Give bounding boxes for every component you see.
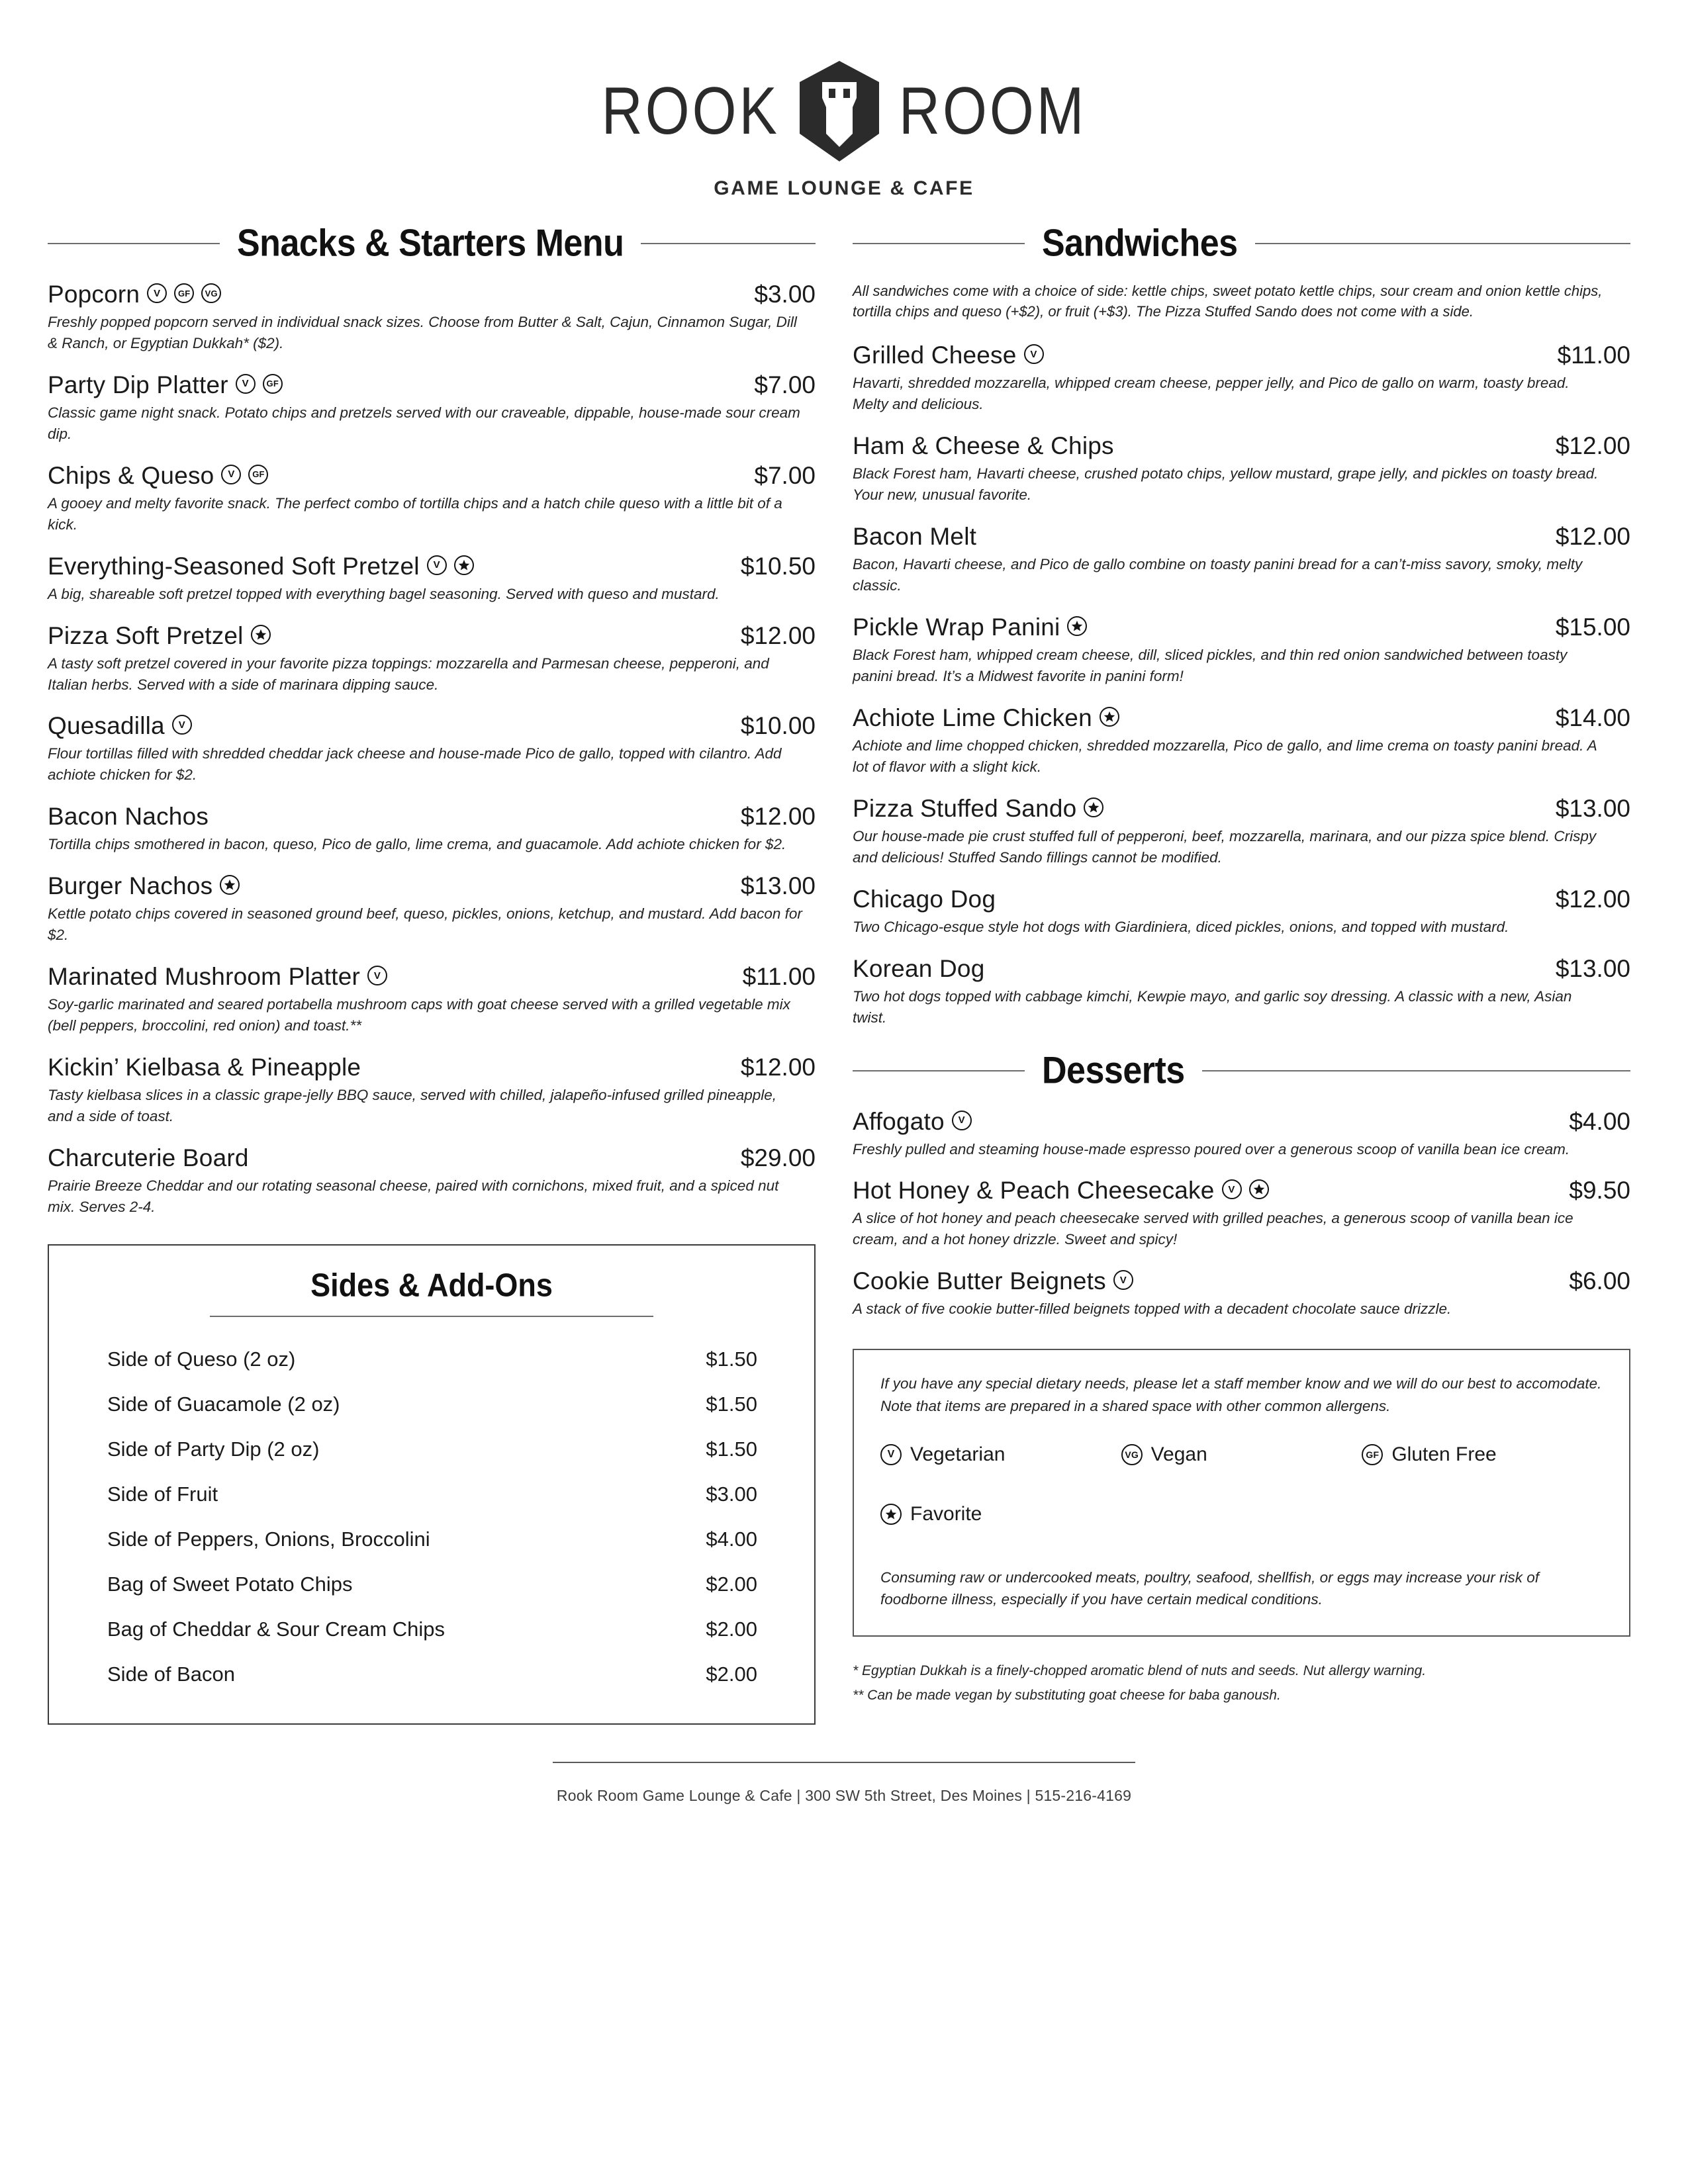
menu-item-row: [48, 281, 816, 308]
menu-item-name-text: Party Dip Platter: [48, 371, 228, 398]
side-name: Side of Party Dip (2 oz): [107, 1437, 320, 1461]
menu-item: [853, 955, 1630, 1028]
desserts-item-list: [853, 1108, 1630, 1320]
side-price: $4.00: [706, 1527, 757, 1551]
menu-item-row: [853, 523, 1630, 551]
menu-item: [853, 614, 1630, 687]
menu-item-name-text: Burger Nachos: [48, 872, 213, 900]
brand-header: [48, 60, 1640, 200]
menu-item: [853, 795, 1630, 868]
sides-addons-box: [48, 1244, 816, 1725]
snacks-section-title: Snacks & Starters Menu: [237, 222, 624, 265]
menu-item-description: Tasty kielbasa slices in a classic grape-jelly BBQ sauce, served with chilled, jalapeño-infused grilled pineapple, and a side of toast.: [48, 1087, 776, 1124]
logo-lockup: [602, 60, 1087, 163]
side-price: $2.00: [706, 1662, 757, 1686]
menu-item-name-text: Grilled Cheese: [853, 341, 1017, 369]
vegetarian-icon: V: [367, 966, 387, 985]
menu-item-description: Black Forest ham, whipped cream cheese, dill, sliced pickles, and thin red onion sandwiched between toasty panini bread. It’s a Midwest favorite in panini form!: [853, 647, 1568, 685]
menu-item-name: [48, 803, 209, 831]
menu-item: [48, 963, 816, 1036]
menu-item-name-text: Achiote Lime Chicken: [853, 704, 1092, 731]
menu-item: [48, 622, 816, 696]
menu-item-description: Havarti, shredded mozzarella, whipped cream cheese, pepper jelly, and Pico de gallo on warm, toasty bread. Melty and delicious.: [853, 375, 1570, 413]
menu-item: [48, 553, 816, 605]
menu-item: [48, 462, 816, 535]
menu-item-name: [48, 622, 271, 650]
menu-item-description: Freshly pulled and steaming house-made espresso poured over a generous scoop of vanilla bean ice cream.: [853, 1140, 1570, 1158]
menu-item-description: Freshly popped popcorn served in individual snack sizes. Choose from Butter & Salt, Cajun, Cinnamon Sugar, Dill & Ranch, or Egyptian Dukkah* ($2).: [48, 314, 797, 351]
menu-item: [853, 432, 1630, 506]
menu-item-description: Two hot dogs topped with cabbage kimchi, Kewpie mayo, and garlic soy dressing. A classic with a new, Asian twist.: [853, 987, 1572, 1026]
menu-item-name-text: Bacon Nachos: [48, 803, 209, 831]
menu-item-price: $13.00: [1555, 794, 1630, 822]
legend-label-favorite: Favorite: [910, 1502, 982, 1525]
menu-item-name: [853, 341, 1044, 369]
menu-item-name: [853, 1177, 1269, 1205]
legend-col-1: [880, 1443, 1121, 1484]
menu-item-price: $4.00: [1569, 1107, 1630, 1135]
sandwiches-item-list: [853, 341, 1630, 1028]
menu-item-description: Tortilla chips smothered in bacon, queso, Pico de gallo, lime crema, and guacamole. Add achiote chicken for $2.: [48, 836, 786, 853]
menu-item-description: Achiote and lime chopped chicken, shredded mozzarella, Pico de gallo, and lime crema on toasty panini bread. A lot of flavor with a slight kick.: [853, 737, 1597, 775]
desserts-section-header: [853, 1051, 1630, 1091]
menu-item-name: [48, 1144, 249, 1172]
sandwiches-section-header: [853, 224, 1630, 263]
menu-item-row: [853, 886, 1630, 913]
side-name: Side of Bacon: [107, 1662, 236, 1686]
header-rule-left: [853, 1070, 1025, 1071]
menu-item-description: A tasty soft pretzel covered in your favorite pizza toppings: mozzarella and Parmesan cheese, pepperoni, and Italian herbs. Served with a side of marinara dipping sauce.: [48, 655, 769, 693]
side-row: [79, 1517, 784, 1562]
side-row: [79, 1607, 784, 1652]
menu-item-price: $3.00: [754, 281, 816, 308]
snacks-item-list: [48, 281, 816, 1218]
logo-word-left: ROOK: [601, 73, 780, 149]
menu-item-row: [48, 872, 816, 900]
legend-item-vegan: [1121, 1443, 1362, 1466]
raw-food-note: Consuming raw or undercooked meats, poultry, seafood, shellfish, or eggs may increase your risk of foodborne illness, especially if you have certain medical conditions.: [880, 1569, 1540, 1608]
side-price: $1.50: [706, 1347, 757, 1371]
sandwiches-intro-note: All sandwiches come with a choice of side: kettle chips, sweet potato kettle chips, sour cream and onion kettle chips, tortilla chips and queso (+$2), or fruit (+$3). The Pizza Stuffed Sando does not come with a side.: [853, 283, 1603, 320]
footnote-dukkah: * Egyptian Dukkah is a finely-chopped aromatic blend of nuts and seeds. Nut allergy warning.: [853, 1663, 1427, 1679]
menu-item-name: [853, 432, 1114, 460]
menu-item: [853, 341, 1630, 415]
sides-title: Sides & Add-Ons: [310, 1266, 553, 1304]
menu-item-description: Flour tortillas filled with shredded cheddar jack cheese and house-made Pico de gallo, topped with cilantro. Add achiote chicken for $2.: [48, 745, 782, 784]
menu-item-description: Soy-garlic marinated and seared portabella mushroom caps with goat cheese served with a grilled vegetable mix (bell peppers, broccolini, red onion) and toast.**: [48, 996, 790, 1034]
menu-item-row: [853, 955, 1630, 983]
menu-item-row: [48, 803, 816, 831]
side-row: [79, 1652, 784, 1697]
side-price: $2.00: [706, 1572, 757, 1596]
gluten-free-icon: GF: [174, 283, 194, 303]
menu-item-price: $12.00: [740, 803, 816, 831]
menu-item: [48, 803, 816, 855]
left-column: [48, 224, 816, 1725]
legend-label-vegan: Vegan: [1150, 1443, 1207, 1465]
side-name: Bag of Cheddar & Sour Cream Chips: [107, 1617, 445, 1641]
menu-item-description: Classic game night snack. Potato chips and pretzels served with our craveable, dippable, house-made sour cream dip.: [48, 404, 800, 442]
menu-item-price: $7.00: [754, 461, 816, 489]
gluten-free-icon: GF: [248, 465, 268, 484]
menu-item-row: [853, 614, 1630, 641]
menu-item: [48, 712, 816, 786]
menu-item-name-text: Charcuterie Board: [48, 1144, 249, 1171]
menu-item-row: [48, 1054, 816, 1081]
favorite-star-icon: [1084, 797, 1103, 817]
header-rule-right: [1255, 243, 1630, 244]
vegetarian-icon: V: [1113, 1270, 1133, 1290]
menu-item-price: $13.00: [1555, 954, 1630, 982]
footnotes: [853, 1659, 1630, 1708]
menu-item-description: Our house-made pie crust stuffed full of pepperoni, beef, mozzarella, marinara, and our pizza spice blend. Crispy and delicious! Stuffed Sando fillings cannot be modified.: [853, 827, 1597, 866]
menu-item-row: [853, 1177, 1630, 1205]
vegetarian-icon: V: [1024, 344, 1044, 364]
menu-item-price: $12.00: [740, 1054, 816, 1081]
legend-item-favorite: [880, 1503, 1121, 1525]
vegetarian-icon: V: [427, 555, 447, 575]
menu-item-price: $12.00: [1555, 885, 1630, 913]
menu-item-name: [48, 712, 192, 740]
menu-item: [853, 523, 1630, 596]
menu-item-name-text: Popcorn: [48, 281, 140, 308]
side-name: Bag of Sweet Potato Chips: [107, 1572, 353, 1596]
menu-item-name: [48, 462, 268, 490]
menu-item-row: [48, 371, 816, 399]
menu-item-name: [853, 886, 996, 913]
legend-col-4: [880, 1503, 1121, 1544]
menu-item-price: $10.50: [740, 552, 816, 580]
logo-word-right: ROOM: [898, 73, 1087, 149]
menu-item-name-text: Marinated Mushroom Platter: [48, 963, 360, 991]
header-rule-left: [48, 243, 220, 244]
vegetarian-icon: V: [172, 715, 192, 735]
vegetarian-icon: V: [221, 465, 241, 484]
menu-item-name-text: Ham & Cheese & Chips: [853, 432, 1114, 460]
menu-item-row: [853, 1267, 1630, 1295]
vegan-icon: VG: [201, 283, 221, 303]
menu-item-name: [853, 614, 1087, 641]
menu-item-description: Kettle potato chips covered in seasoned ground beef, queso, pickles, onions, ketchup, and mustard. Add bacon for $2.: [48, 905, 802, 944]
menu-item-description: A gooey and melty favorite snack. The perfect combo of tortilla chips and a hatch chile queso with a little bit of a kick.: [48, 494, 782, 533]
menu-item: [48, 371, 816, 445]
menu-item-name: [853, 523, 976, 551]
vegetarian-icon: V: [147, 283, 167, 303]
favorite-star-icon: [251, 625, 271, 645]
favorite-star-icon: [1249, 1179, 1269, 1199]
menu-item-name: [853, 955, 984, 983]
menu-item-name-text: Everything-Seasoned Soft Pretzel: [48, 552, 420, 580]
menu-item-price: $11.00: [742, 963, 816, 991]
menu-item-name: [48, 553, 474, 580]
menu-item-name: [48, 371, 283, 399]
menu-item: [853, 1267, 1630, 1320]
gluten-free-icon: GF: [263, 374, 283, 394]
legend-label-gluten-free: Gluten Free: [1391, 1443, 1497, 1465]
menu-item-row: [48, 963, 816, 991]
favorite-star-icon: [220, 875, 240, 895]
side-name: Side of Peppers, Onions, Broccolini: [107, 1527, 430, 1551]
menu-item-row: [48, 462, 816, 490]
menu-item: [48, 1144, 816, 1218]
menu-item-row: [48, 622, 816, 650]
rook-shield-icon: [797, 60, 882, 163]
menu-item-description: Two Chicago-esque style hot dogs with Giardiniera, diced pickles, onions, and topped with mustard.: [853, 918, 1509, 935]
snacks-section-header: [48, 224, 816, 263]
menu-item-name: [853, 1108, 972, 1136]
menu-item-name-text: Pizza Soft Pretzel: [48, 621, 244, 649]
footer-rule: [553, 1762, 1135, 1763]
footer-contact-text: Rook Room Game Lounge & Cafe | 300 SW 5th Street, Des Moines | 515-216-4169: [556, 1786, 1132, 1804]
menu-item-price: $11.00: [1557, 341, 1630, 369]
menu-item-name: [853, 1267, 1133, 1295]
vegetarian-icon: V: [952, 1111, 972, 1130]
side-name: Side of Fruit: [107, 1482, 218, 1506]
menu-item: [48, 281, 816, 354]
menu-item-description: Black Forest ham, Havarti cheese, crushed potato chips, yellow mustard, grape jelly, and pickles on toasty bread. Your new, unusual favorite.: [853, 465, 1599, 504]
menu-item-name: [48, 963, 387, 991]
menu-item-name-text: Pizza Stuffed Sando: [853, 794, 1077, 822]
favorite-star-icon: [1100, 707, 1119, 727]
menu-item-name-text: Hot Honey & Peach Cheesecake: [853, 1177, 1215, 1205]
side-price: $2.00: [706, 1617, 757, 1641]
menu-item: [853, 704, 1630, 778]
menu-item-row: [853, 341, 1630, 369]
menu-item-row: [853, 432, 1630, 460]
vegetarian-icon: V: [236, 374, 256, 394]
menu-item-description: Bacon, Havarti cheese, and Pico de gallo combine on toasty panini bread for a can’t-miss savory, smoky, melty classic.: [853, 556, 1583, 594]
menu-item-price: $13.00: [740, 872, 816, 900]
legend-item-gluten-free: [1362, 1443, 1603, 1466]
sides-divider: [210, 1316, 653, 1317]
brand-tagline: GAME LOUNGE & CAFE: [714, 177, 974, 199]
menu-item-name-text: Cookie Butter Beignets: [853, 1267, 1106, 1295]
menu-item-name-text: Quesadilla: [48, 712, 165, 740]
side-row: [79, 1427, 784, 1472]
menu-item-price: $10.00: [740, 712, 816, 740]
desserts-section-title: Desserts: [1042, 1049, 1185, 1092]
menu-item-description: Prairie Breeze Cheddar and our rotating seasonal cheese, paired with cornichons, mixed fruit, and a spiced nut mix. Serves 2-4.: [48, 1177, 779, 1215]
footnote-vegan-sub: ** Can be made vegan by substituting goat cheese for baba ganoush.: [853, 1688, 1281, 1704]
menu-item-price: $12.00: [1555, 432, 1630, 460]
favorite-star-icon: [454, 555, 474, 575]
side-price: $1.50: [706, 1437, 757, 1461]
menu-item-price: $12.00: [740, 621, 816, 649]
side-row: [79, 1337, 784, 1382]
menu-item-name-text: Chicago Dog: [853, 885, 996, 913]
menu-item-name-text: Affogato: [853, 1107, 945, 1135]
menu-item-row: [853, 1108, 1630, 1136]
legend-item-vegetarian: [880, 1443, 1121, 1466]
side-price: $3.00: [706, 1482, 757, 1506]
vegetarian-icon: V: [880, 1444, 902, 1465]
menu-item-description: A slice of hot honey and peach cheesecake served with grilled peaches, a generous scoop of vanilla bean ice cream, and a hot honey drizzle. Sweet and spicy!: [853, 1210, 1573, 1248]
menu-item: [853, 1177, 1630, 1250]
legend-label-vegetarian: Vegetarian: [910, 1443, 1006, 1465]
menu-item-name: [853, 704, 1119, 732]
dietary-note: If you have any special dietary needs, please let a staff member know and we will do our best to accomodate. Note that items are prepared in a shared space with other common allergens.: [880, 1375, 1602, 1414]
side-name: Side of Queso (2 oz): [107, 1347, 296, 1371]
menu-item-price: $15.00: [1555, 614, 1630, 641]
right-column: [853, 224, 1630, 1708]
menu-item-price: $9.50: [1569, 1177, 1630, 1205]
menu-item-price: $6.00: [1569, 1267, 1630, 1295]
menu-item-name: [48, 872, 240, 900]
menu-item-row: [48, 712, 816, 740]
side-price: $1.50: [706, 1392, 757, 1416]
header-rule-right: [641, 243, 816, 244]
menu-item: [853, 886, 1630, 938]
menu-item-row: [853, 795, 1630, 823]
menu-item: [48, 872, 816, 946]
legend-grid: [880, 1443, 1603, 1484]
vegetarian-icon: V: [1222, 1179, 1242, 1199]
sides-list: [79, 1337, 784, 1697]
menu-item-row: [48, 553, 816, 580]
menu-item-price: $7.00: [754, 371, 816, 398]
menu-item-name-text: Chips & Queso: [48, 461, 214, 489]
menu-item-name: [48, 281, 221, 308]
legend-col-2: [1121, 1443, 1362, 1484]
menu-item-price: $12.00: [1555, 523, 1630, 551]
side-name: Side of Guacamole (2 oz): [107, 1392, 340, 1416]
menu-item-name: [48, 1054, 361, 1081]
side-row: [79, 1472, 784, 1517]
menu-columns: [48, 224, 1640, 1725]
side-row: [79, 1382, 784, 1427]
page-footer: [48, 1762, 1640, 1805]
menu-item-description: A stack of five cookie butter-filled beignets topped with a decadent chocolate sauce drizzle.: [853, 1300, 1452, 1318]
header-rule-left: [853, 243, 1025, 244]
menu-item-name-text: Korean Dog: [853, 954, 985, 982]
legend-col-3: [1362, 1443, 1603, 1484]
menu-item-name: [853, 795, 1103, 823]
legend-box: [853, 1349, 1630, 1637]
menu-item-price: $29.00: [740, 1144, 816, 1171]
menu-item-name-text: Kickin’ Kielbasa & Pineapple: [48, 1054, 361, 1081]
header-rule-right: [1202, 1070, 1630, 1071]
menu-item: [853, 1108, 1630, 1160]
menu-item-description: A big, shareable soft pretzel topped with everything bagel seasoning. Served with queso and mustard.: [48, 585, 720, 602]
menu-item-price: $14.00: [1555, 704, 1630, 731]
menu-item-row: [48, 1144, 816, 1172]
favorite-star-icon: [1067, 616, 1087, 636]
menu-item-name-text: Pickle Wrap Panini: [853, 614, 1060, 641]
favorite-star-icon: [880, 1504, 902, 1525]
menu-item: [48, 1054, 816, 1127]
menu-item-name-text: Bacon Melt: [853, 523, 977, 551]
legend-grid-row2: [880, 1503, 1603, 1544]
vegan-icon: VG: [1121, 1444, 1143, 1465]
menu-item-row: [853, 704, 1630, 732]
gluten-free-icon: GF: [1362, 1444, 1383, 1465]
sandwiches-section-title: Sandwiches: [1042, 222, 1238, 265]
side-row: [79, 1562, 784, 1607]
